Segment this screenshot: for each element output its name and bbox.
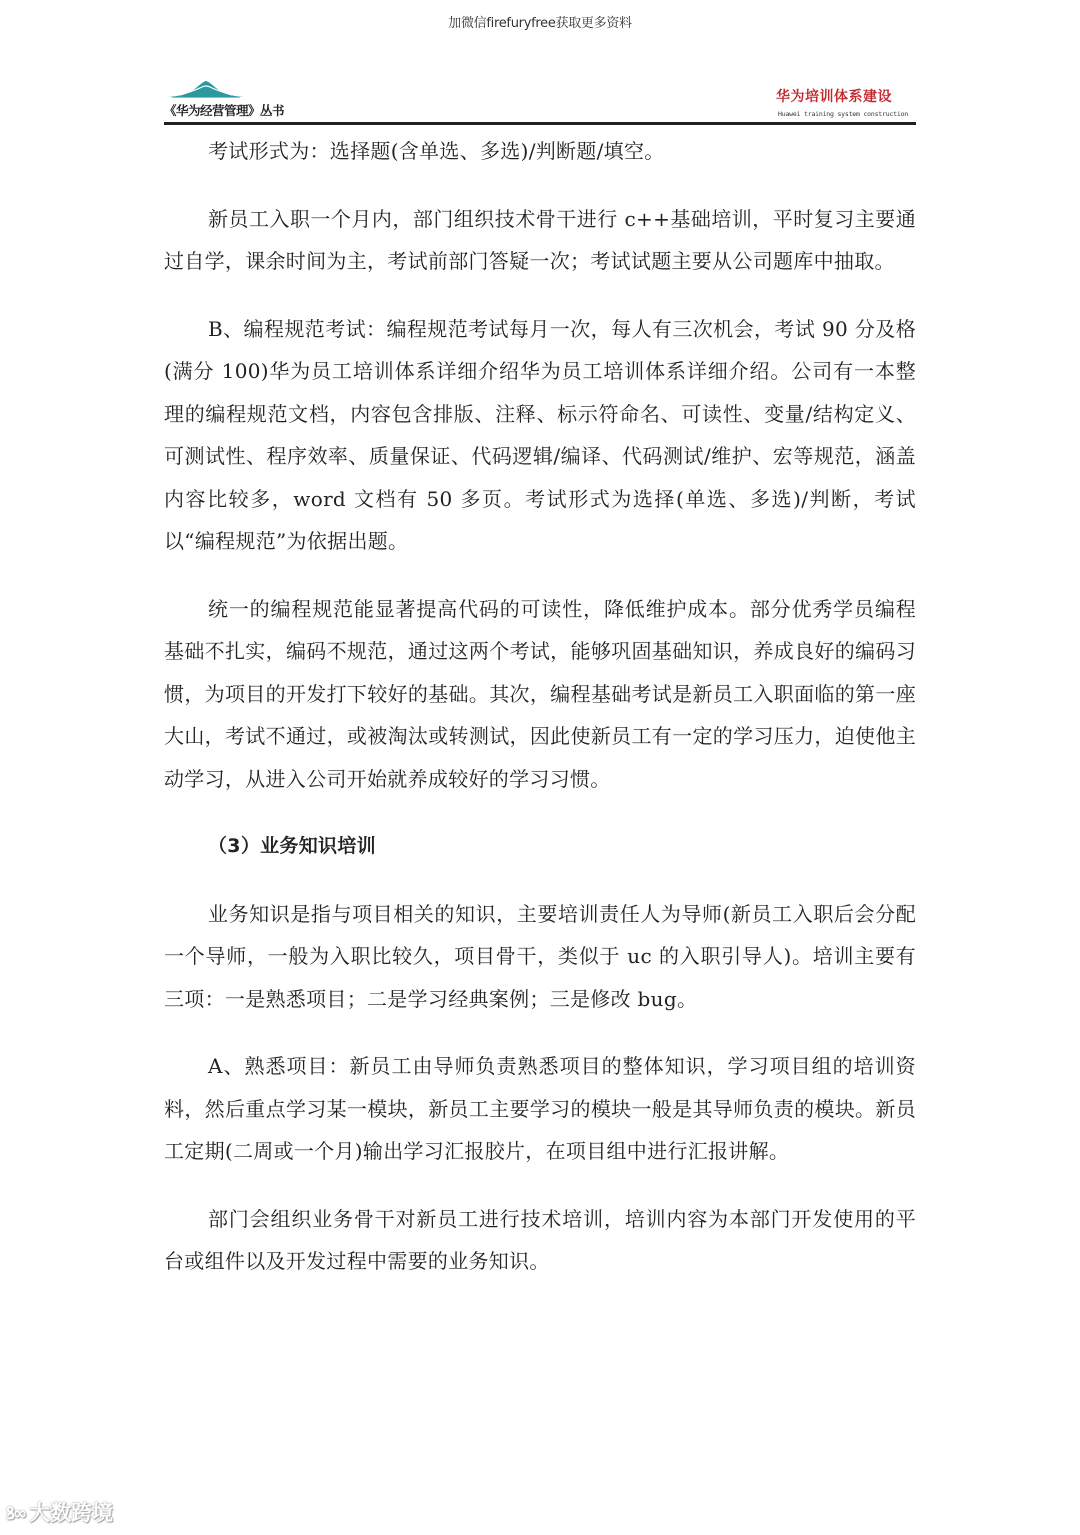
paragraph: 统一的编程规范能显著提高代码的可读性，降低维护成本。部分优秀学员编程基础不扎实，编码不规范，通过这两个考试，能够巩固基础知识，养成良好的编码习惯，为项目的开发打下较好的基础。其次，编程基础考试是新员工入职面临的第一座大山，考试不通过，或被淘汰或转测试，因此使新员工有一定的学习压力，迫使他主动学习，从进入公司开始就养成较好的学习习惯。 bbox=[164, 596, 916, 791]
paragraph: A、熟悉项目：新员工由导师负责熟悉项目的整体知识，学习项目组的培训资料，然后重点学习某一模块，新员工主要学习的模块一般是其导师负责的模块。新员工定期(二周或一个月)输出学习汇报胶片，在项目组中进行汇报讲解。 bbox=[164, 1054, 916, 1163]
paragraph: 部门会组织业务骨干对新员工进行技术培训，培训内容为本部门开发使用的平台或组件以及开发过程中需要的业务知识。 bbox=[164, 1206, 916, 1273]
top-watermark: 加微信firefuryfree获取更多资料 bbox=[448, 16, 632, 31]
paragraph: B、编程规范考试：编程规范考试每月一次，每人有三次机会，考试 90 分及格(满分 100)华为员工培训体系详细介绍华为员工培训体系详细介绍。公司有一本整理的编程规范文档，内容包含排版、注释、标示符命名、可读性、变量/结构定义、可测试性、程序效率、质量保证、代码逻辑/编译、代码测试/维护、宏等规范，涵盖内容比较多，word 文档有 50 多页。考试形式为选择(单选、多选)/判断，考试以“编程规范”为依据出题。 bbox=[164, 316, 916, 553]
book-subtitle: Huawei training system construction bbox=[778, 110, 908, 118]
paragraph: 新员工入职一个月内，部门组织技术骨干进行 c++基础培训，平时复习主要通过自学，课余时间为主，考试前部门答疑一次；考试试题主要从公司题库中抽取。 bbox=[164, 206, 916, 273]
series-title: 《华为经营管理》丛书 bbox=[164, 103, 285, 118]
page-header bbox=[164, 76, 916, 124]
document-body bbox=[164, 130, 916, 1283]
header-divider bbox=[164, 122, 916, 125]
book-title: 华为培训体系建设 bbox=[776, 89, 892, 105]
brand-logo-icon: ꝸ∞ bbox=[6, 1503, 26, 1524]
brand-text: 大数跨境 bbox=[29, 1501, 114, 1525]
paragraph: 业务知识是指与项目相关的知识，主要培训责任人为导师(新员工入职后会分配一个导师，一般为入职比较久，项目骨干，类似于 uc 的入职引导人)。培训主要有三项：一是熟悉项目；二是学习经典案例；三是修改 bug。 bbox=[164, 901, 916, 1011]
paragraph: 考试形式为：选择题(含单选、多选)/判断题/填空。 bbox=[208, 139, 665, 163]
section-heading: （3）业务知识培训 bbox=[208, 835, 376, 857]
bottom-watermark bbox=[6, 1497, 113, 1527]
mountain-logo-icon bbox=[166, 78, 246, 98]
